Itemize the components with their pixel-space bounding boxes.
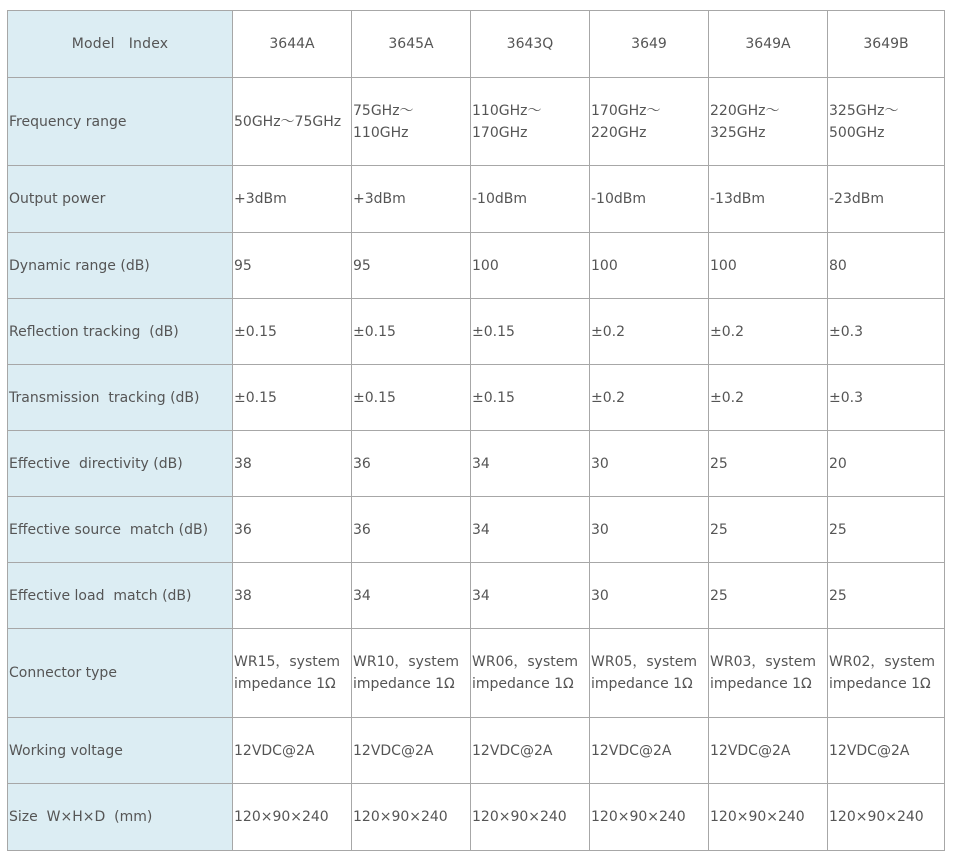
spec-row bbox=[8, 233, 945, 299]
spec-value: ±0.15 bbox=[353, 323, 396, 340]
spec-value-cell bbox=[233, 784, 352, 851]
spec-value: 12VDC@2A bbox=[829, 742, 910, 759]
spec-value: 170GHz bbox=[472, 124, 528, 141]
spec-value-cell bbox=[590, 497, 709, 563]
spec-value-cell bbox=[352, 78, 471, 166]
spec-value: impedance 1Ω bbox=[472, 676, 574, 692]
spec-value-cell bbox=[590, 299, 709, 365]
spec-row bbox=[8, 166, 945, 233]
spec-value-cell bbox=[590, 166, 709, 233]
spec-value-cell bbox=[471, 78, 590, 166]
spec-value-cell bbox=[233, 563, 352, 629]
spec-value: 100 bbox=[710, 257, 737, 274]
spec-value-cell bbox=[590, 233, 709, 299]
corner-header-label: Model Index bbox=[71, 36, 169, 52]
spec-value: 75GHz～ bbox=[353, 102, 414, 119]
spec-value: 500GHz bbox=[829, 124, 885, 141]
spec-value: impedance 1Ω bbox=[591, 676, 693, 692]
spec-value-cell bbox=[233, 299, 352, 365]
specifications-table bbox=[7, 10, 945, 851]
spec-value: WR05，system bbox=[591, 654, 697, 670]
spec-value-cell bbox=[471, 365, 590, 431]
spec-value-cell bbox=[352, 166, 471, 233]
model-header-cell bbox=[352, 11, 471, 78]
spec-value: ±0.15 bbox=[234, 323, 277, 340]
spec-value: ±0.2 bbox=[591, 389, 625, 406]
spec-value: +3dBm bbox=[353, 191, 406, 207]
spec-value: 34 bbox=[353, 587, 371, 604]
spec-value-cell bbox=[471, 563, 590, 629]
specifications-table-body bbox=[8, 11, 945, 851]
spec-value-cell bbox=[709, 784, 828, 851]
spec-value-cell bbox=[828, 299, 945, 365]
spec-label: Dynamic range (dB) bbox=[9, 257, 150, 274]
spec-value-cell bbox=[590, 784, 709, 851]
spec-value: 95 bbox=[234, 257, 252, 274]
spec-value: 12VDC@2A bbox=[472, 742, 553, 759]
spec-row bbox=[8, 629, 945, 718]
corner-header-cell bbox=[8, 11, 233, 78]
spec-value: 110GHz～ bbox=[472, 102, 542, 119]
spec-value-cell bbox=[233, 431, 352, 497]
spec-value: ±0.3 bbox=[829, 323, 863, 340]
model-header-cell bbox=[590, 11, 709, 78]
spec-label-cell bbox=[8, 629, 233, 718]
spec-label-cell bbox=[8, 563, 233, 629]
spec-value: +3dBm bbox=[234, 191, 287, 207]
spec-label: Effective directivity (dB) bbox=[9, 455, 183, 472]
spec-row bbox=[8, 784, 945, 851]
spec-value: ±0.2 bbox=[710, 389, 744, 406]
spec-value-cell bbox=[590, 431, 709, 497]
spec-value: -13dBm bbox=[710, 191, 765, 207]
spec-label: Working voltage bbox=[9, 742, 123, 759]
spec-value: 36 bbox=[353, 521, 371, 538]
spec-label: Size W×H×D (mm) bbox=[9, 809, 153, 825]
spec-value: 12VDC@2A bbox=[234, 742, 315, 759]
spec-value: ±0.3 bbox=[829, 389, 863, 406]
spec-label-cell bbox=[8, 497, 233, 563]
spec-value-cell bbox=[471, 718, 590, 784]
spec-value: impedance 1Ω bbox=[829, 676, 931, 692]
spec-value: -10dBm bbox=[472, 191, 527, 207]
model-header-cell bbox=[471, 11, 590, 78]
spec-label: Reflection tracking (dB) bbox=[9, 323, 179, 340]
spec-value: 38 bbox=[234, 455, 252, 472]
spec-value: -10dBm bbox=[591, 191, 646, 207]
spec-row bbox=[8, 78, 945, 166]
spec-value-cell bbox=[352, 563, 471, 629]
model-header-cell bbox=[709, 11, 828, 78]
spec-value: ±0.2 bbox=[591, 323, 625, 340]
spec-label: Connector type bbox=[9, 665, 117, 681]
spec-value: 34 bbox=[472, 521, 490, 538]
spec-value: 12VDC@2A bbox=[591, 742, 672, 759]
spec-row bbox=[8, 365, 945, 431]
spec-value-cell bbox=[233, 78, 352, 166]
spec-value: ±0.15 bbox=[472, 389, 515, 406]
spec-value-cell bbox=[709, 629, 828, 718]
spec-value-cell bbox=[471, 497, 590, 563]
spec-value: WR03，system bbox=[710, 654, 816, 670]
model-header-cell bbox=[828, 11, 945, 78]
spec-value-cell bbox=[590, 78, 709, 166]
spec-value: 110GHz bbox=[353, 124, 409, 141]
spec-value: 25 bbox=[829, 587, 847, 604]
header-row bbox=[8, 11, 945, 78]
model-header-cell bbox=[233, 11, 352, 78]
spec-value: 25 bbox=[710, 521, 728, 538]
spec-value-cell bbox=[828, 497, 945, 563]
spec-label: Transmission tracking (dB) bbox=[9, 389, 200, 406]
spec-value: 170GHz～ bbox=[591, 102, 661, 119]
spec-value-cell bbox=[590, 718, 709, 784]
spec-row bbox=[8, 299, 945, 365]
spec-value: 12VDC@2A bbox=[710, 742, 791, 759]
spec-value-cell bbox=[709, 431, 828, 497]
spec-value: 220GHz～ bbox=[710, 102, 780, 119]
spec-value: 120×90×240 bbox=[710, 809, 805, 825]
spec-value-cell bbox=[828, 365, 945, 431]
model-header-label: 3644A bbox=[269, 36, 315, 52]
spec-value: ±0.15 bbox=[353, 389, 396, 406]
spec-label-cell bbox=[8, 431, 233, 497]
spec-value: 325GHz～ bbox=[829, 102, 899, 119]
model-header-label: 3643Q bbox=[506, 36, 554, 52]
spec-value-cell bbox=[233, 233, 352, 299]
spec-value-cell bbox=[471, 166, 590, 233]
spec-value: 30 bbox=[591, 455, 609, 472]
spec-value-cell bbox=[352, 718, 471, 784]
spec-value: 120×90×240 bbox=[472, 809, 567, 825]
spec-value-cell bbox=[233, 497, 352, 563]
spec-value-cell bbox=[709, 299, 828, 365]
spec-value-cell bbox=[828, 431, 945, 497]
spec-value: 120×90×240 bbox=[353, 809, 448, 825]
spec-value-cell bbox=[828, 233, 945, 299]
spec-label-cell bbox=[8, 299, 233, 365]
spec-value-cell bbox=[471, 299, 590, 365]
model-header-label: 3649A bbox=[745, 36, 791, 52]
spec-value: 34 bbox=[472, 587, 490, 604]
spec-value: WR02，system bbox=[829, 654, 935, 670]
spec-label: Effective source match (dB) bbox=[9, 521, 209, 538]
spec-value: 30 bbox=[591, 521, 609, 538]
spec-value: 25 bbox=[829, 521, 847, 538]
spec-value: 120×90×240 bbox=[591, 809, 686, 825]
spec-value: 100 bbox=[472, 257, 499, 274]
spec-value-cell bbox=[709, 497, 828, 563]
spec-value: WR15，system bbox=[234, 654, 340, 670]
spec-value: 50GHz～75GHz bbox=[234, 113, 342, 130]
spec-value: 80 bbox=[829, 257, 847, 274]
spec-value-cell bbox=[471, 431, 590, 497]
spec-value: ±0.15 bbox=[234, 389, 277, 406]
spec-value: 36 bbox=[353, 455, 371, 472]
spec-label-cell bbox=[8, 166, 233, 233]
spec-value-cell bbox=[352, 497, 471, 563]
model-header-label: 3649 bbox=[631, 36, 667, 52]
spec-value-cell bbox=[233, 166, 352, 233]
spec-value-cell bbox=[709, 233, 828, 299]
spec-value-cell bbox=[590, 365, 709, 431]
spec-label: Output power bbox=[9, 191, 106, 207]
spec-label-cell bbox=[8, 718, 233, 784]
spec-value: 95 bbox=[353, 257, 371, 274]
spec-value-cell bbox=[352, 784, 471, 851]
spec-value: impedance 1Ω bbox=[234, 676, 336, 692]
spec-value-cell bbox=[828, 629, 945, 718]
spec-value-cell bbox=[233, 365, 352, 431]
spec-value: 38 bbox=[234, 587, 252, 604]
spec-value: ±0.2 bbox=[710, 323, 744, 340]
spec-value: -23dBm bbox=[829, 191, 884, 207]
spec-value: 25 bbox=[710, 587, 728, 604]
spec-label-cell bbox=[8, 784, 233, 851]
spec-label: Frequency range bbox=[9, 113, 127, 130]
spec-value: 25 bbox=[710, 455, 728, 472]
spec-value: 100 bbox=[591, 257, 618, 274]
spec-value-cell bbox=[471, 233, 590, 299]
spec-value-cell bbox=[590, 629, 709, 718]
spec-value: 20 bbox=[829, 455, 847, 472]
spec-value-cell bbox=[828, 166, 945, 233]
spec-value: WR06，system bbox=[472, 654, 578, 670]
spec-value: 30 bbox=[591, 587, 609, 604]
spec-value-cell bbox=[233, 629, 352, 718]
spec-label: Effective load match (dB) bbox=[9, 587, 192, 604]
spec-row bbox=[8, 497, 945, 563]
spec-value-cell bbox=[352, 365, 471, 431]
spec-value: 12VDC@2A bbox=[353, 742, 434, 759]
spec-value: WR10，system bbox=[353, 654, 459, 670]
spec-value-cell bbox=[828, 78, 945, 166]
spec-value-cell bbox=[709, 563, 828, 629]
spec-value-cell bbox=[709, 718, 828, 784]
spec-value-cell bbox=[471, 784, 590, 851]
spec-value: ±0.15 bbox=[472, 323, 515, 340]
spec-label-cell bbox=[8, 233, 233, 299]
spec-value-cell bbox=[709, 78, 828, 166]
spec-row bbox=[8, 718, 945, 784]
spec-value-cell bbox=[590, 563, 709, 629]
spec-row bbox=[8, 563, 945, 629]
spec-value-cell bbox=[828, 718, 945, 784]
spec-value-cell bbox=[709, 166, 828, 233]
spec-value-cell bbox=[233, 718, 352, 784]
model-header-label: 3645A bbox=[388, 36, 434, 52]
spec-value-cell bbox=[471, 629, 590, 718]
spec-value-cell bbox=[828, 784, 945, 851]
spec-value: 34 bbox=[472, 455, 490, 472]
spec-value-cell bbox=[828, 563, 945, 629]
spec-value: 220GHz bbox=[591, 124, 647, 141]
spec-value-cell bbox=[352, 431, 471, 497]
spec-label-cell bbox=[8, 365, 233, 431]
spec-row bbox=[8, 431, 945, 497]
spec-value: impedance 1Ω bbox=[353, 676, 455, 692]
spec-value-cell bbox=[352, 299, 471, 365]
spec-value: 120×90×240 bbox=[829, 809, 924, 825]
spec-value: impedance 1Ω bbox=[710, 676, 812, 692]
spec-value-cell bbox=[352, 629, 471, 718]
spec-value-cell bbox=[709, 365, 828, 431]
spec-value: 120×90×240 bbox=[234, 809, 329, 825]
model-header-label: 3649B bbox=[863, 36, 909, 52]
spec-value-cell bbox=[352, 233, 471, 299]
spec-value: 325GHz bbox=[710, 124, 766, 141]
spec-label-cell bbox=[8, 78, 233, 166]
spec-value: 36 bbox=[234, 521, 252, 538]
